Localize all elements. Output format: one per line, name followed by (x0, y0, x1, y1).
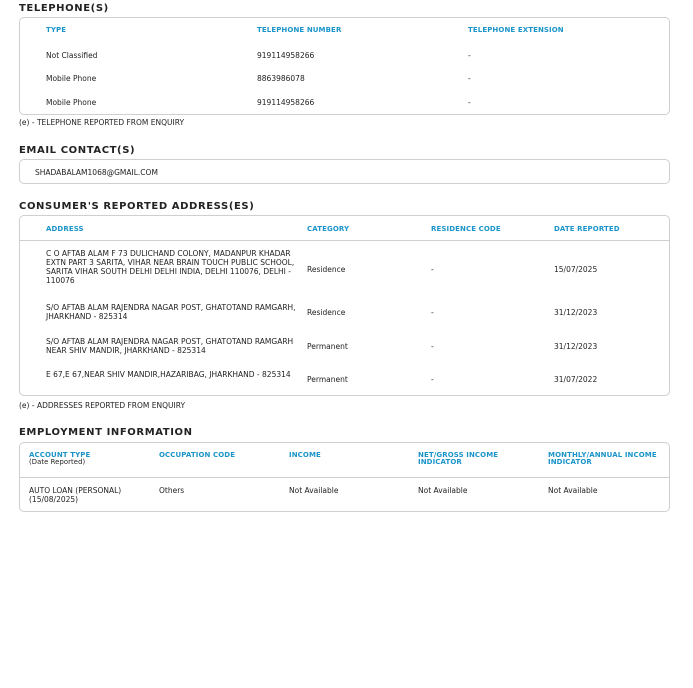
employment-title: EMPLOYMENT INFORMATION (19, 427, 193, 438)
addresses-table (19, 215, 670, 396)
income-header: INCOME (289, 451, 321, 459)
addresses-note: (e) - ADDRESSES REPORTED FROM ENQUIRY (19, 401, 186, 410)
address-text: S/O AFTAB ALAM RAJENDRA NAGAR POST, GHATOTAND RAMGARH, JHARKHAND - 825314 (46, 303, 296, 321)
telephones-note: (e) - TELEPHONE REPORTED FROM ENQUIRY (19, 118, 185, 127)
address-header: ADDRESS (46, 225, 84, 233)
address-category: Residence (307, 265, 346, 274)
email-value: SHADABALAM1068@GMAIL.COM (35, 168, 158, 177)
address-text: S/O AFTAB ALAM RAJENDRA NAGAR POST, GHATOTAND RAMGARH NEAR SHIV MANDIR, JHARKHAND - 825314 (46, 337, 294, 355)
employment-header-divider (20, 477, 669, 478)
net-gross-value: Not Available (418, 486, 468, 495)
account-type-text: AUTO LOAN (PERSONAL) (29, 486, 122, 495)
date-reported-sublabel: (Date Reported) (29, 458, 86, 466)
address-text: C O AFTAB ALAM F 73 DULICHAND COLONY, MADANPUR KHADAR EXTN PART 3 SARITA, VIHAR NEAR BRAIN TOUCH PUBLIC SCHOOL, SARITA VIHAR SOUTH DELHI DELHI INDIA, DELHI 110076, DELHI - 110076 (46, 249, 295, 285)
residence-code: - (431, 265, 434, 274)
header-divider (20, 240, 669, 241)
account-date-text: (15/08/2025) (29, 495, 79, 504)
account-type-header-label: ACCOUNT TYPE (29, 451, 91, 459)
telephone-type: Mobile Phone (46, 74, 97, 83)
date-reported: 31/12/2023 (554, 342, 598, 351)
date-reported: 31/07/2022 (554, 375, 598, 384)
telephone-type-header: TYPE (46, 26, 67, 34)
date-reported-header: DATE REPORTED (554, 225, 620, 233)
category-header: CATEGORY (307, 225, 350, 233)
account-type-value (29, 486, 121, 504)
address-category: Permanent (307, 375, 348, 384)
residence-code: - (431, 308, 434, 317)
email-box (19, 159, 670, 184)
date-reported: 15/07/2025 (554, 265, 598, 274)
net-gross-header: NET/GROSS INCOME INDICATOR (418, 451, 499, 466)
telephone-number: 919114958266 (257, 51, 315, 60)
telephone-type: Mobile Phone (46, 98, 97, 107)
addresses-title: CONSUMER'S REPORTED ADDRESS(ES) (19, 201, 255, 212)
residence-code-header: RESIDENCE CODE (431, 225, 501, 233)
telephone-extension-header: TELEPHONE EXTENSION (468, 26, 564, 34)
monthly-annual-header: MONTHLY/ANNUAL INCOME INDICATOR (548, 451, 657, 466)
income-value: Not Available (289, 486, 339, 495)
employment-table (19, 442, 670, 512)
telephone-number: 919114958266 (257, 98, 315, 107)
occupation-code-value: Others (159, 486, 185, 495)
telephone-type: Not Classified (46, 51, 98, 60)
monthly-annual-value: Not Available (548, 486, 598, 495)
telephone-number: 8863986078 (257, 74, 305, 83)
email-title: EMAIL CONTACT(S) (19, 145, 136, 156)
telephone-extension: - (468, 74, 471, 83)
telephone-extension: - (468, 98, 471, 107)
address-category: Residence (307, 308, 346, 317)
occupation-code-header: OCCUPATION CODE (159, 451, 236, 459)
address-category: Permanent (307, 342, 348, 351)
telephones-table (19, 17, 670, 115)
telephones-title: TELEPHONE(S) (19, 3, 109, 14)
address-text: E 67,E 67,NEAR SHIV MANDIR,HAZARIBAG, JHARKHAND - 825314 (46, 370, 291, 379)
date-reported: 31/12/2023 (554, 308, 598, 317)
telephone-number-header: TELEPHONE NUMBER (257, 26, 342, 34)
account-type-header (29, 452, 144, 466)
residence-code: - (431, 342, 434, 351)
residence-code: - (431, 375, 434, 384)
telephone-extension: - (468, 51, 471, 60)
